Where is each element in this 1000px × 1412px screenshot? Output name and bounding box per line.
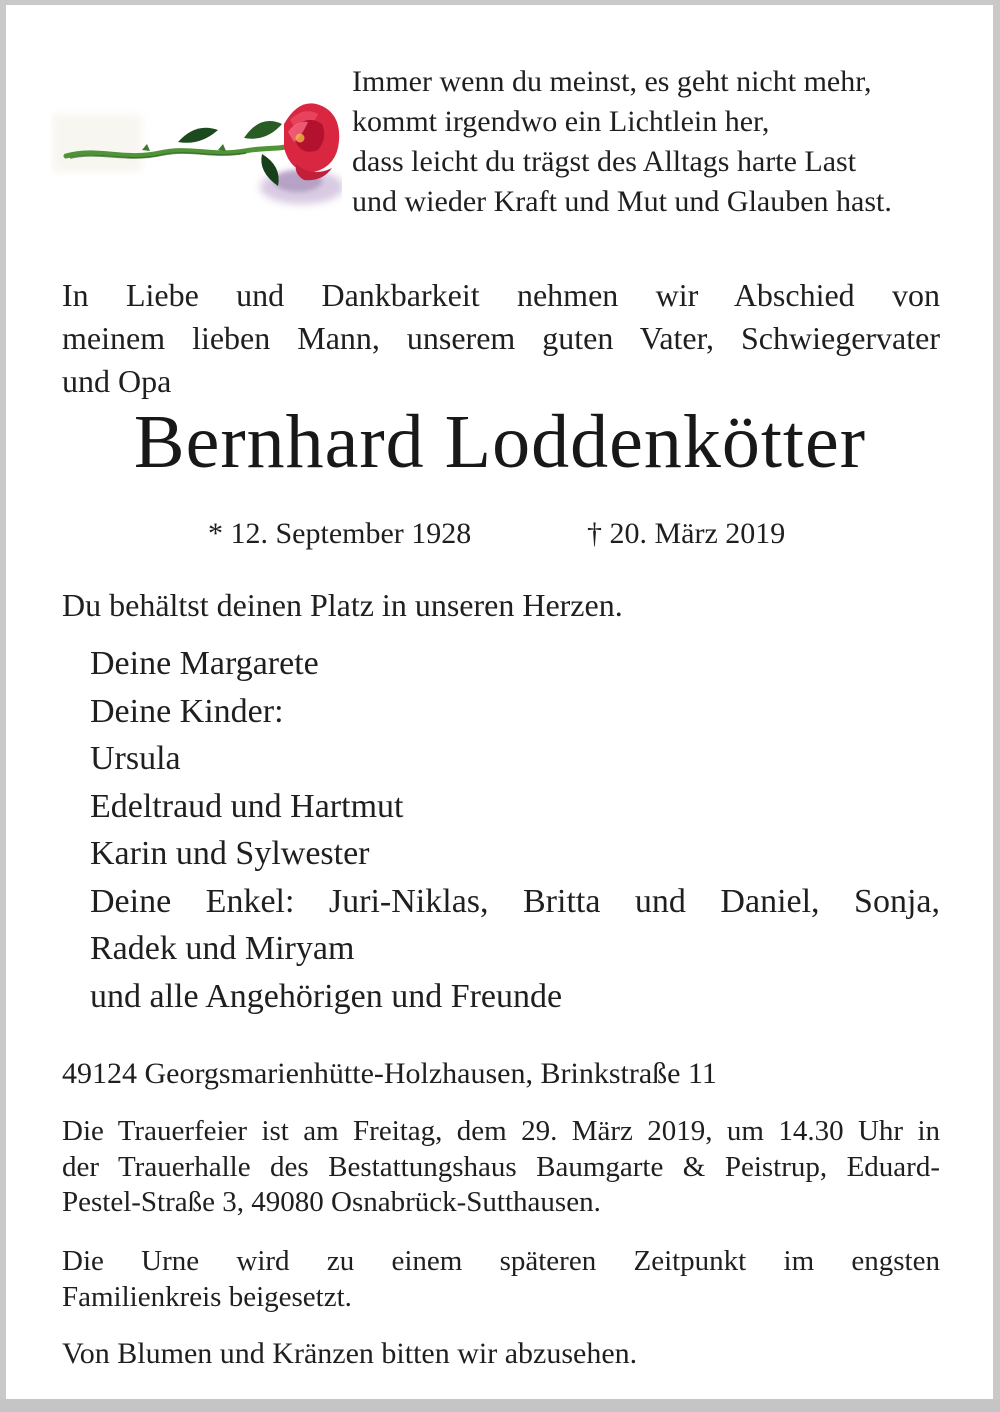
mourner-line: Deine Enkel: Juri-Niklas, Britta und Daniel, Sonja,: [90, 882, 940, 920]
verse-line: kommt irgendwo ein Lichtlein her,: [352, 105, 770, 138]
mourner-line: Karin und Sylwester: [90, 835, 370, 872]
intro-line: In Liebe und Dankbarkeit nehmen wir Abschied von: [62, 277, 940, 313]
mourners-list: [90, 640, 940, 1020]
funeral-info: [62, 1114, 940, 1221]
family-address: 49124 Georgsmarienhütte-Holzhausen, Brinkstraße 11: [62, 1057, 717, 1090]
verse-line: und wieder Kraft und Mut und Glauben hast.: [352, 185, 892, 218]
intro-line: und Opa: [62, 363, 172, 399]
opening-verse: [352, 62, 892, 222]
intro-paragraph: [62, 274, 940, 403]
scan-edge-right: [993, 0, 1000, 1412]
mourner-line: und alle Angehörigen und Freunde: [90, 977, 563, 1015]
deceased-name: Bernhard Loddenkötter: [133, 400, 867, 484]
mourner-line: Radek und Miryam: [90, 930, 355, 967]
mourner-line: Edeltraud und Hartmut: [90, 787, 404, 825]
funeral-line: Pestel-Straße 3, 49080 Osnabrück-Sutthausen.: [62, 1186, 601, 1218]
funeral-line: der Trauerhalle des Bestattungshaus Baumgarte & Peistrup, Eduard-: [62, 1150, 940, 1183]
flowers-note: Von Blumen und Kränzen bitten wir abzusehen.: [62, 1337, 638, 1370]
urn-info: [62, 1244, 940, 1315]
urn-line: Die Urne wird zu einem späteren Zeitpunkt im engsten: [62, 1245, 940, 1277]
verse-line: dass leicht du trägst des Alltags harte Last: [352, 145, 857, 178]
mourner-line: Deine Kinder:: [90, 692, 284, 730]
rose-photo: [50, 84, 342, 216]
urn-line: Familienkreis beigesetzt.: [62, 1280, 352, 1313]
birth-date: * 12. September 1928: [208, 517, 472, 550]
mourner-line: Ursula: [90, 740, 181, 777]
scan-edge-top: [0, 0, 1000, 5]
rose-illustration: [50, 84, 342, 216]
funeral-line: Die Trauerfeier ist am Freitag, dem 29. März 2019, um 14.30 Uhr in: [62, 1115, 940, 1147]
scan-edge-left: [0, 0, 6, 1412]
scan-edge-bottom: [0, 1399, 1000, 1412]
dedication-line: Du behältst deinen Platz in unseren Herzen.: [62, 587, 623, 623]
intro-line: meinem lieben Mann, unserem guten Vater, Schwiegervater: [62, 320, 940, 356]
death-date: † 20. März 2019: [587, 517, 786, 550]
verse-line: Immer wenn du meinst, es geht nicht mehr,: [352, 65, 872, 98]
mourner-line: Deine Margarete: [90, 645, 319, 682]
